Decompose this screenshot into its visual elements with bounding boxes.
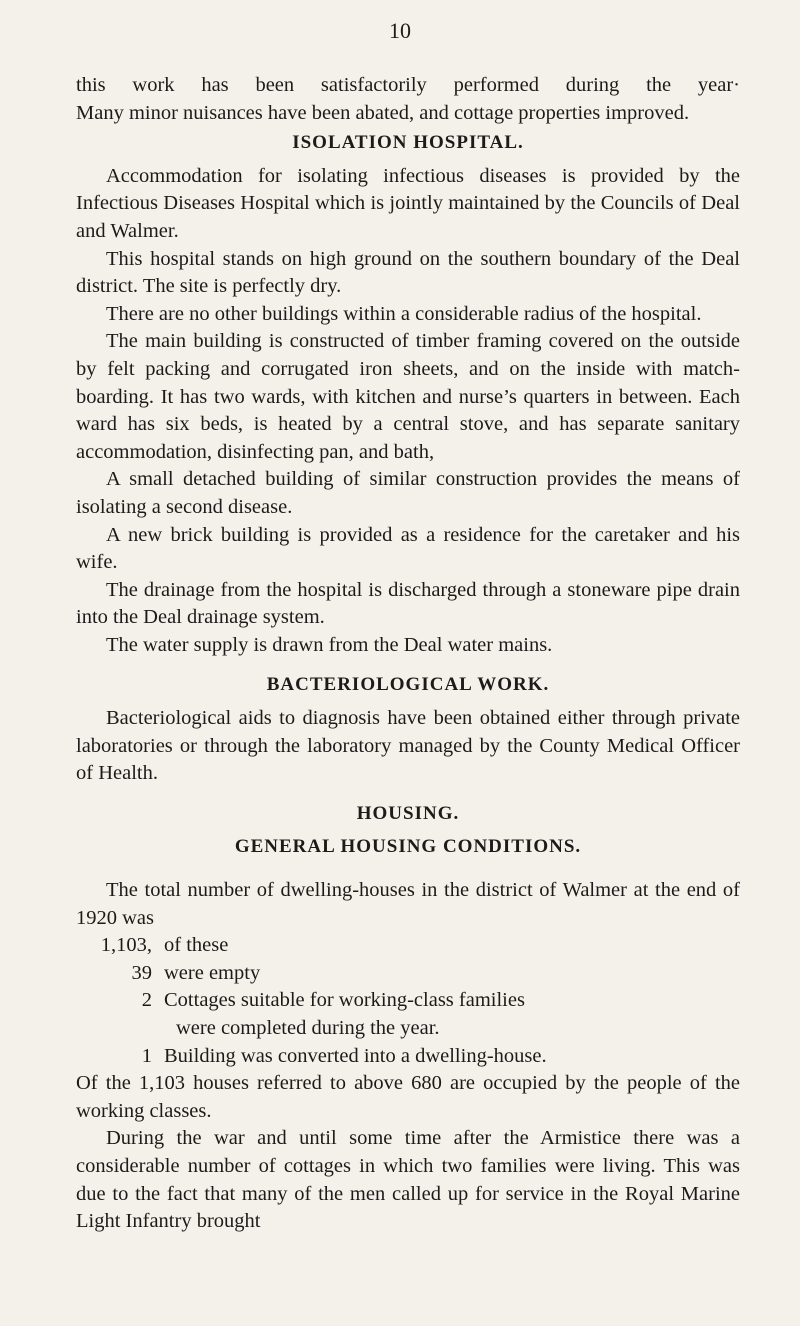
housing-paragraph-2: Of the 1,103 houses referred to above 680 are occupied by the people of the working classes. (76, 1072, 740, 1122)
stat-description: Building was converted into a dwelling-house. (164, 1044, 547, 1067)
isolation-paragraph-1: Accommodation for isolating infectious diseases is provided by the Infectious Diseases Hospital which is jointly maintained by the Councils of Deal and Walmer. (76, 164, 740, 242)
stat-number: 39 (131, 961, 152, 984)
isolation-paragraph-8: The water supply is drawn from the Deal water mains. (106, 633, 553, 656)
intro-line-1: this work has been satisfactorily performed during the year· (76, 74, 740, 96)
housing-paragraph-1: The total number of dwelling-houses in the district of Walmer at the end of 1920 was (76, 879, 740, 929)
housing-stat-row (76, 960, 740, 988)
housing-stat-row (76, 987, 740, 1015)
housing-subheading: GENERAL HOUSING CONDITIONS. (234, 836, 582, 858)
stat-description-continued: were completed during the year. (176, 1017, 440, 1039)
isolation-paragraph-7: The drainage from the hospital is discharged through a stoneware pipe drain into the Deal drainage system. (76, 578, 740, 629)
isolation-paragraph-6: A new brick building is provided as a residence for the caretaker and his wife. (76, 523, 740, 574)
housing-stat-row (76, 1043, 740, 1071)
page-number: 10 (389, 18, 411, 43)
stat-number: 1 (141, 1044, 152, 1067)
housing-heading: HOUSING. (356, 802, 460, 824)
stat-number: 2 (141, 989, 152, 1012)
isolation-paragraph-4: The main building is constructed of timber framing covered on the outside by felt packing and corrugated iron sheets, and on the inside with match-boarding. It has two wards, with kitchen and nurse’s quarters in between. Each ward has six beds, is heated by a central stove, and has separate sanitary accommodation, disinfecting pan, and bath, (76, 330, 740, 463)
stat-description: were empty (164, 961, 261, 984)
isolation-heading: ISOLATION HOSPITAL. (292, 132, 524, 154)
stat-description: of these (164, 934, 229, 957)
body-text (76, 72, 740, 1236)
isolation-paragraph-2: This hospital stands on high ground on the southern boundary of the Deal district. The site is perfectly dry. (76, 247, 740, 298)
housing-paragraph-3: During the war and until some time after the Armistice there was a considerable number of cottages in which two families were living. This was due to the fact that many of the men called up for service in the Royal Marine Light Infantry brought (76, 1127, 740, 1233)
stat-number: 1,103, (100, 934, 152, 957)
isolation-paragraph-3: There are no other buildings within a considerable radius of the hospital. (106, 302, 702, 325)
stat-description: Cottages suitable for working-class families (164, 989, 525, 1012)
intro-line-2: Many minor nuisances have been abated, and cottage properties improved. (76, 101, 690, 124)
bacteriological-paragraph-1: Bacteriological aids to diagnosis have been obtained either through private laboratories or through the laboratory managed by the County Medical Officer of Health. (76, 707, 740, 785)
isolation-paragraph-5: A small detached building of similar construction provides the means of isolating a second disease. (76, 468, 740, 518)
housing-stat-row (76, 932, 740, 960)
bacteriological-heading: BACTERIOLOGICAL WORK. (266, 674, 550, 696)
